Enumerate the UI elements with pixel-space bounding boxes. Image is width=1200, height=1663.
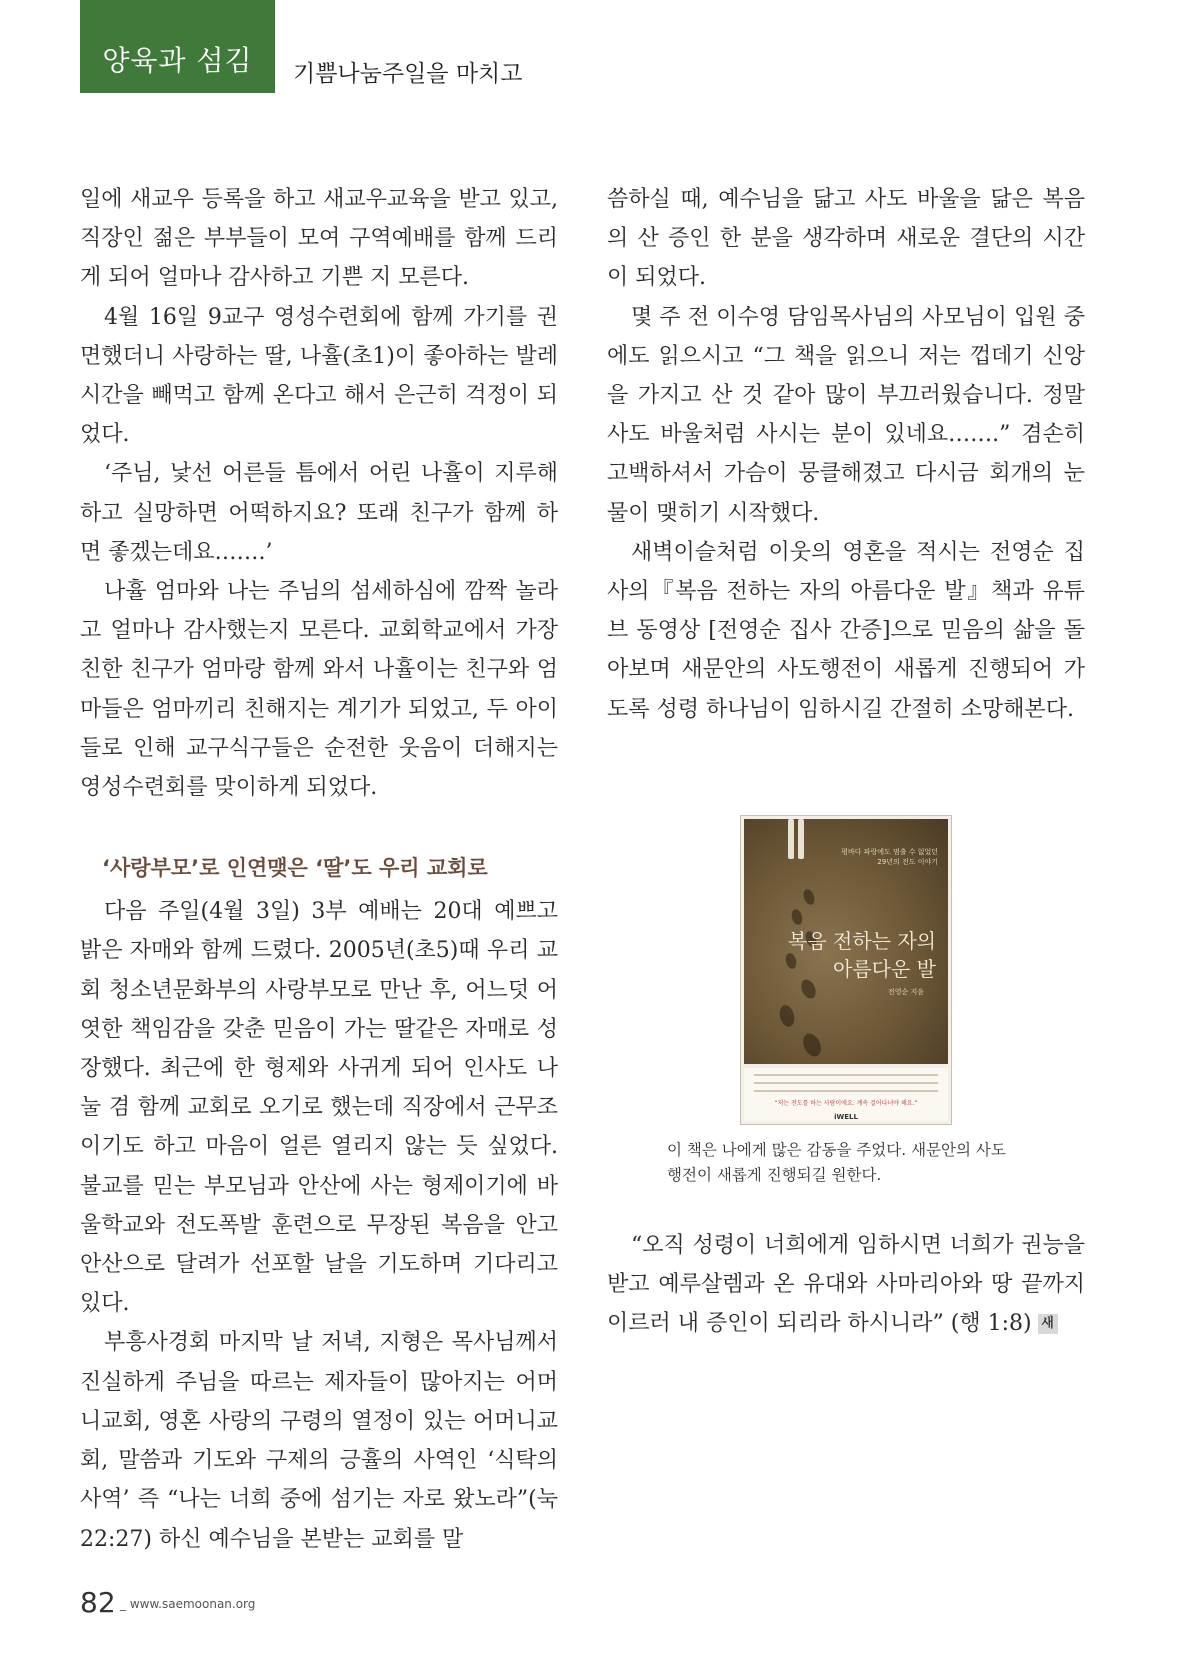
footprint-icon bbox=[777, 1004, 796, 1029]
article-subtitle: 기쁨나눔주일을 마치고 bbox=[293, 61, 523, 87]
page-number: 82 bbox=[80, 1586, 116, 1619]
paragraph: 나휼 엄마와 나는 주님의 섬세하심에 깜짝 놀라고 얼마나 감사했는지 모른다. 교회학교에서 가장 친한 친구가 엄마랑 함께 와서 나휼이는 친구와 엄마들은 엄마끼리 친해지는 계기가 되었고, 두 아이들로 인해 교구식구들은 순전한 웃음이 더해지는 영성수련회를 맞이하게 되었다. bbox=[80, 579, 558, 801]
book-cover-art bbox=[744, 819, 948, 1064]
book-cover-image bbox=[740, 815, 952, 1125]
paragraph: ‘주님, 낯선 어른들 틈에서 어린 나휼이 지루해하고 실망하면 어떡하지요? 또래 친구가 함께 하면 좋겠는데요…….’ bbox=[80, 461, 558, 565]
book-author: 전영순 지음 bbox=[887, 988, 924, 996]
footprint-icon bbox=[800, 1031, 825, 1060]
publisher-logo: iWELL bbox=[834, 1113, 858, 1121]
paragraph: 일에 새교우 등록을 하고 새교우교육을 받고 있고, 직장인 젊은 부부들이 모여 구역예배를 함께 드리게 되어 얼마나 감사하고 기쁜 지 모른다. bbox=[80, 187, 558, 291]
right-column bbox=[607, 180, 1085, 729]
book-cover-bottom bbox=[744, 1068, 948, 1121]
walking-legs-illustration bbox=[786, 819, 808, 859]
paragraph: 부흥사경회 마지막 날 저녁, 지형은 목사님께서 진실하게 주님을 따르는 제자들이 많아지는 어머니교회, 영혼 사랑의 구령의 열정이 있는 어머니교회, 말씀과 기도와 구제의 긍휼의 사역인 ‘식탁의 사역’ 즉 “나는 너희 중에 섬기는 자로 왔노라”(눅22:27) 하신 예수님을 본받는 교회를 말 bbox=[80, 1330, 558, 1552]
closing-verse bbox=[607, 1226, 1085, 1344]
book-quote: “저는 전도를 하는 사람이에요. 계속 걸어다녀야 해요.” bbox=[774, 1100, 918, 1107]
image-caption: 이 책은 나에게 많은 감동을 주었다. 새문안의 사도 행전이 새롭게 진행되길 원한다. bbox=[667, 1141, 1006, 1184]
section-tab: 양육과 섬김 bbox=[80, 0, 275, 93]
footer-url: _ www.saemoonan.org bbox=[120, 1597, 256, 1611]
book-tagline: 평바다 파랑에도 멈출 수 없었던 29년의 전도 이야기 bbox=[841, 848, 938, 866]
subheading: ‘사랑부모’로 인연맺은 ‘딸’도 우리 교회로 bbox=[102, 856, 488, 881]
end-mark-icon: 새 bbox=[1038, 1314, 1058, 1334]
book-title: 복음 전하는 자의 아름다운 발 bbox=[788, 929, 936, 981]
paragraph: 몇 주 전 이수영 담임목사님의 사모님이 입원 중에도 읽으시고 “그 책을 읽으니 저는 껍데기 신앙을 가지고 산 것 같아 많이 부끄러웠습니다. 정말 사도 바울처럼 사시는 분이 있네요…….” 겸손히 고백하셔서 가슴이 뭉클해졌고 다시금 회개의 눈물이 맺히기 시작했다. bbox=[607, 304, 1085, 526]
footprint-icon bbox=[790, 908, 804, 926]
paragraph: 씀하실 때, 예수님을 닮고 사도 바울을 닮은 복음의 산 증인 한 분을 생각하며 새로운 결단의 시간이 되었다. bbox=[607, 187, 1085, 291]
bible-verse: “오직 성령이 너희에게 임하시면 너희가 권능을 받고 예루살렘과 온 유대와 사마리아와 땅 끝까지 이르러 내 증인이 되리라 하시니라” (행 1:8) bbox=[607, 1233, 1085, 1337]
footprint-icon bbox=[802, 888, 817, 906]
paragraph: 4월 16일 9교구 영성수련회에 함께 가기를 권면했더니 사랑하는 딸, 나휼(초1)이 좋아하는 발레시간을 빼먹고 함께 온다고 해서 은근히 걱정이 되었다. bbox=[80, 304, 558, 448]
paragraph: 새벽이슬처럼 이웃의 영혼을 적시는 전영순 집사의『복음 전하는 자의 아름다운 발』책과 유튜브 동영상 [전영순 집사 간증]으로 믿음의 삶을 돌아보며 새문안의 사도행전이 새롭게 진행되어 가도록 성령 하나님이 임하시길 간절히 소망해본다. bbox=[607, 539, 1085, 722]
left-column bbox=[80, 180, 558, 1559]
paragraph: 다음 주일(4월 3일) 3부 예배는 20대 예쁘고 밝은 자매와 함께 드렸다. 2005년(초5)때 우리 교회 청소년문화부의 사랑부모로 만난 후, 어느덧 어엿한 책임감을 갖춘 믿음이 가는 딸같은 자매로 성장했다. 최근에 한 형제와 사귀게 되어 인사도 나눌 겸 함께 교회로 오기로 했는데 직장에서 근무조이기도 하고 마음이 얼른 열리지 않는 듯 싶었다. 불교를 믿는 부모님과 안산에 사는 형제이기에 바울학교와 전도폭발 훈련으로 무장된 복음을 안고 안산으로 달려가 선포할 날을 기도하며 기다리고 있다. bbox=[80, 899, 558, 1317]
